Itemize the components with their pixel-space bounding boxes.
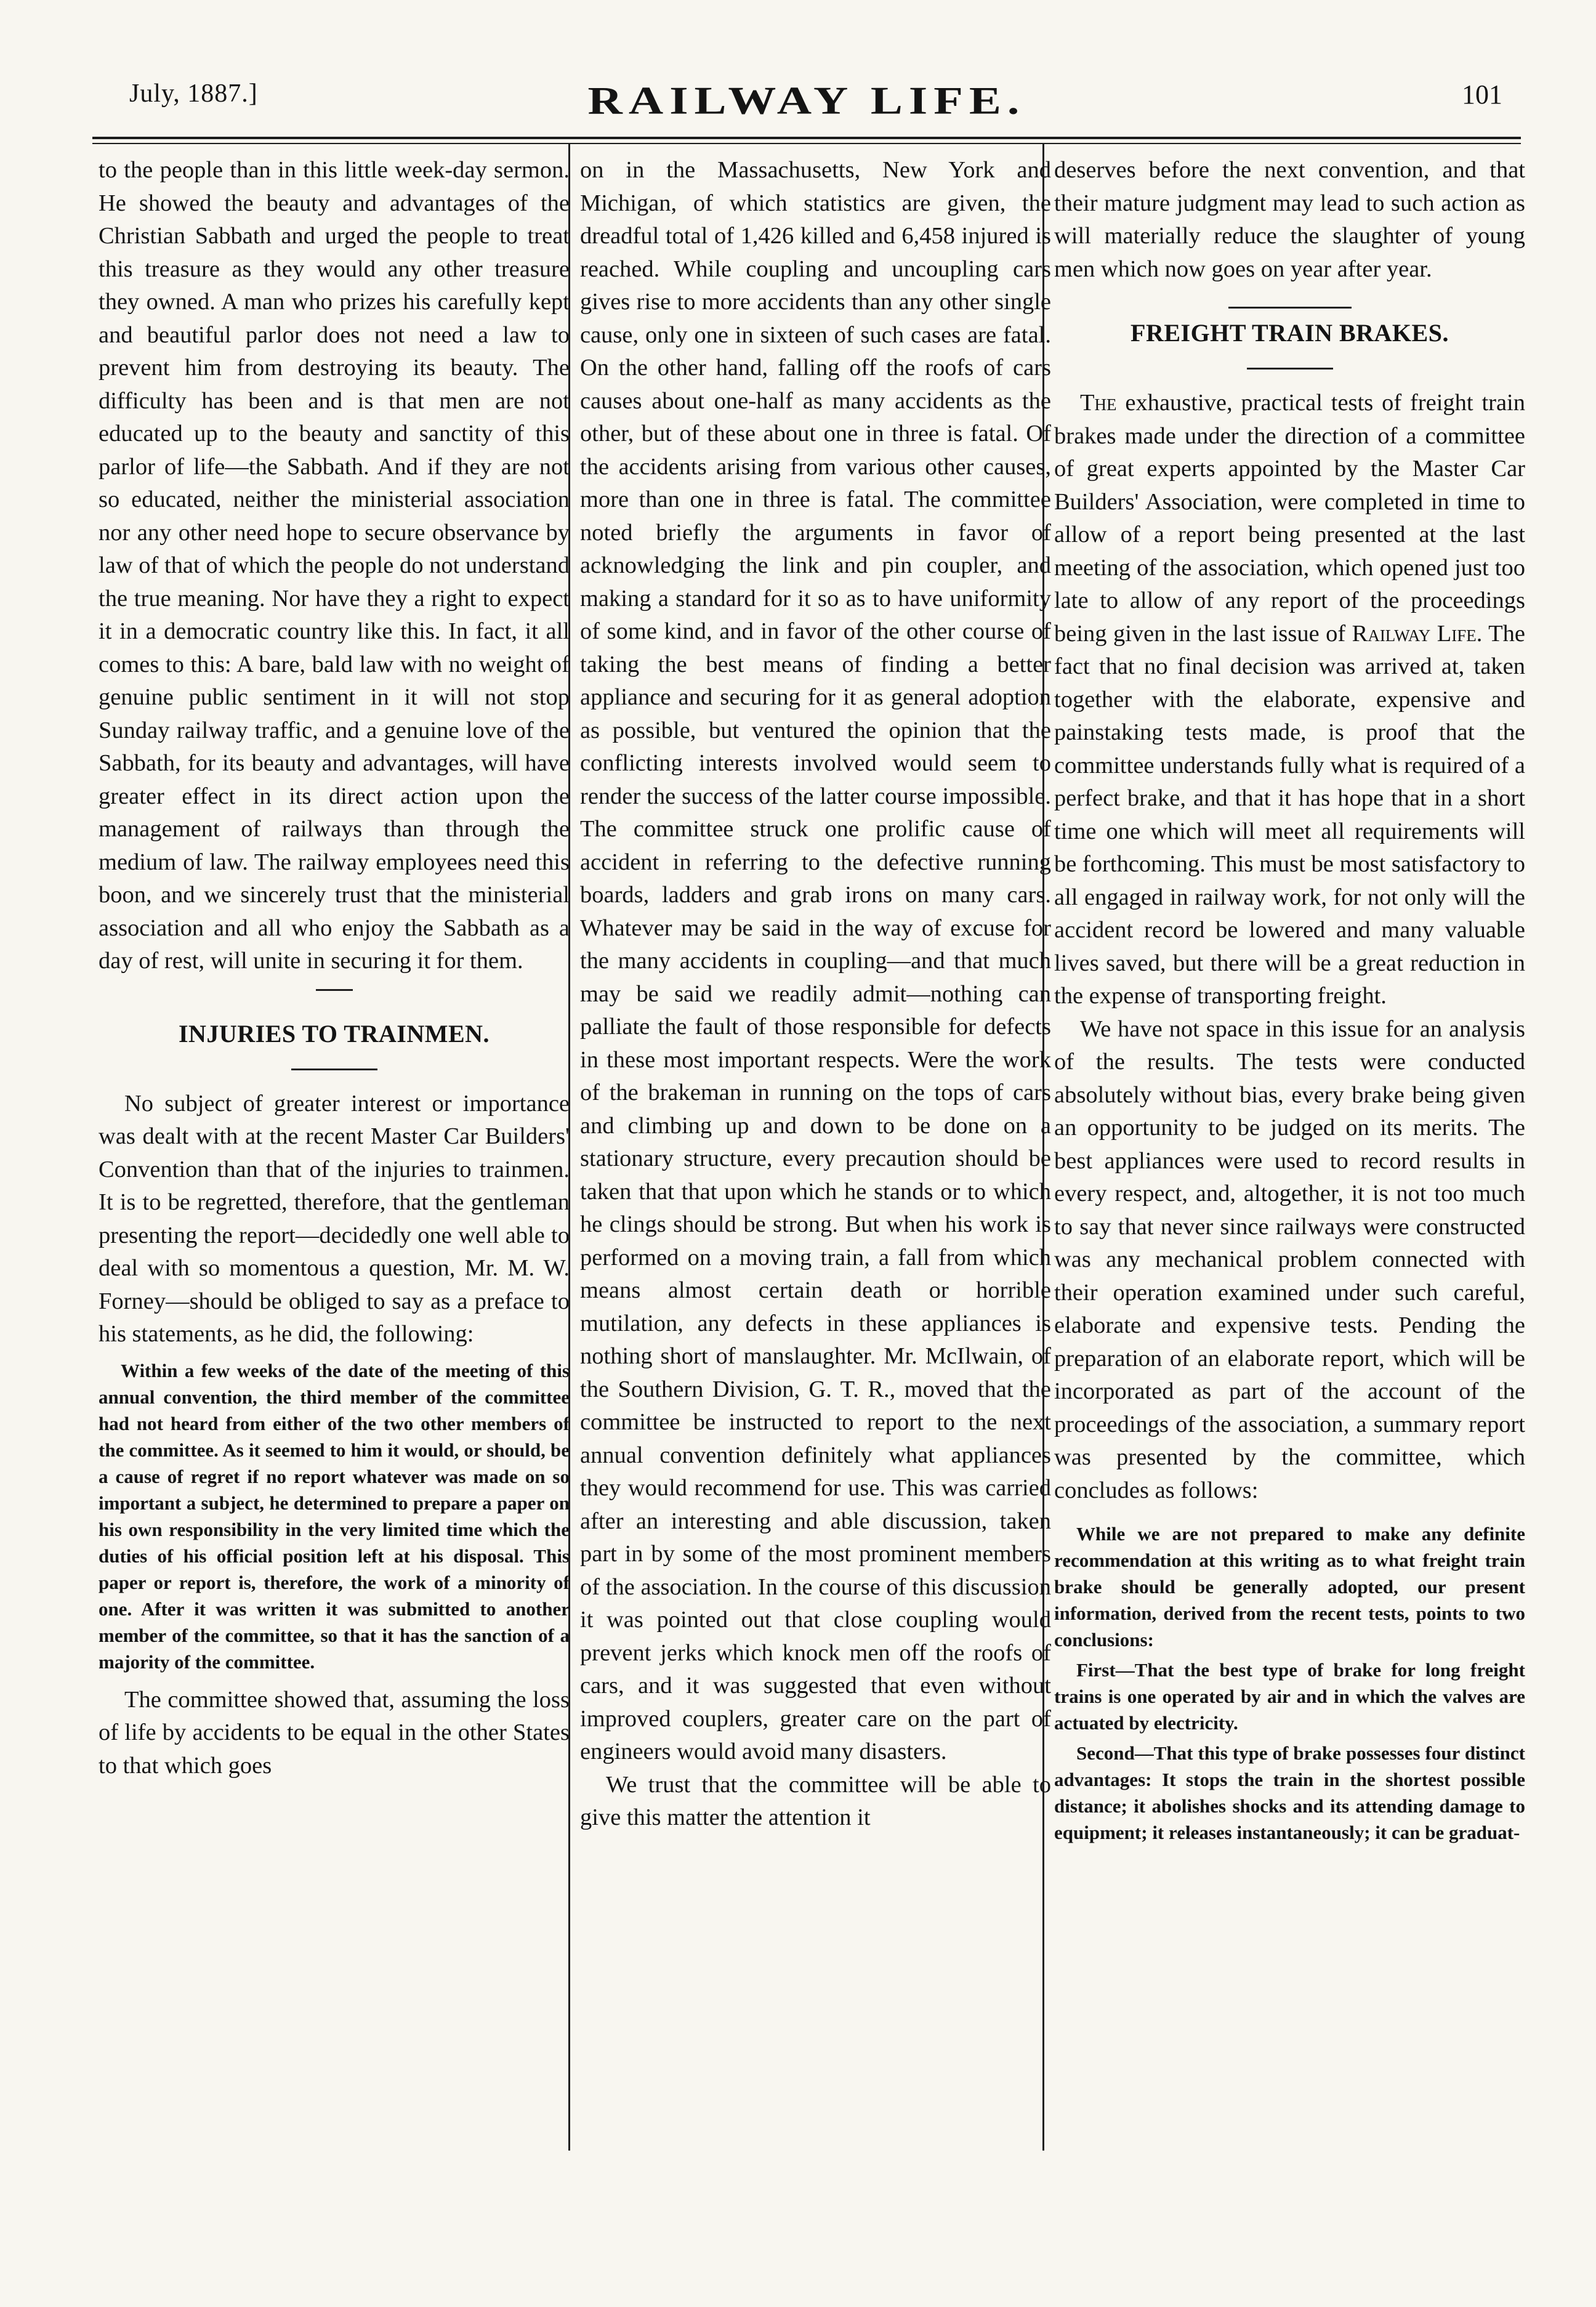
page-number: 101 [1462,79,1502,110]
paragraph-injuries-intro: No subject of greater interest or importance was dealt with at the recent Master Car Builders' Convention than that of the injuries to trainmen. It is to be regretted, therefore, that the gentleman presenting the report—decidedly one well able to deal with so momentous a question, Mr. M. W. Forney—should be obliged to say as a preface to his statements, as he did, the following: [99,1090,570,1347]
paragraph-accident-statistics: on in the Massachusetts, New York and Michigan, of which statistics are given, the dreadful total of 1,426 killed and 6,458 injured is reached. While coupling and uncoupling cars gives rise to more accidents than any other single cause, only one in sixteen of such cases are fatal. On the other hand, falling off the roofs of cars causes about one-half as many accidents as the other, but of these about one in three is fatal. Of the accidents arising from various other causes, more than one in three is fatal. The committee noted briefly the arguments in favor of acknowledging the link and pin coupler, and making a standard for it so as to have uniformity of some kind, and in favor of the other course of taking the best means of finding a better appliance and securing for it as general adoption as possible, but ventured the opinion that the conflicting interests involved would seem to render the success of the latter course impossible. The committee struck one prolific cause of accident in referring to the defective running boards, ladders and grab irons on many cars. Whatever may be said in the way of excuse for the many accidents in coupling—and that much may be said we readily admit—nothing can palliate the fault of those responsible for defects in these most important respects. Were the work of the brakeman in running on the tops of cars and climbing up and down to be done on a stationary structure, every precaution should be taken that that upon which he stands or to which he clings should be strong. But when his work is performed on a moving train, a fall from which means almost certain death or horrible mutilation, any defects in these appliances is nothing short of manslaughter. Mr. McIlwain, of the Southern Division, G. T. R., moved that the committee be instructed to report to the next annual convention definitely what appliances they would recommend for use. This was carried after an interesting and able discussion, taken part in by some of the most prominent members of the association. In the course of this discussion it was pointed out that close coupling would prevent jerks which knock men off the roofs of cars, and it was suggested that even without improved couplers, greater care on the part of engineers would avoid many disasters. [580,157,1051,1764]
paragraph-brake-tests [1054,387,1525,1013]
column-1 [99,154,570,2155]
page-header [92,73,1521,140]
drop-word: The [1080,390,1117,416]
article-sabbath-continuation: to the people than in this little week-day sermon. He showed the beauty and advantages of the Christian Sabbath and urged the people to treat this treasure as they would any other treasure they owned. A man who prizes his carefully kept and beautiful parlor does not need a law to prevent him from destroying its beauty. The difficulty has been and is that men are not educated up to the beauty and sanctity of this parlor of life—the Sabbath. And if they are not so educated, neither the ministerial association nor any other need hope to secure observance by law of that of which the people do not understand the true meaning. Nor have they a right to expect it in a democratic country like this. In fact, it all comes to this: A bare, bald law with no weight of genuine public sentiment in it will not stop Sunday railway traffic, and a genuine love of the Sabbath, for its beauty and advantages, will have greater effect in its direct action upon the management of railways than through the medium of law. The railway employees need this boon, and we sincerely trust that the ministerial association and all who enjoy the Sabbath as a day of rest, will unite in securing it for them. [99,157,570,974]
heading-underline [291,1069,377,1070]
header-rule-bottom [92,143,1521,144]
paragraph-committee-showed: The committee showed that, assuming the loss of life by accidents to be equal in the other States to that which goes [99,1686,570,1779]
paragraph-no-space: We have not space in this issue for an analysis of the results. The tests were conducted absolutely without bias, every brake being given an opportunity to be judged on its merits. The best appliances were used to record results in every respect, and, altogether, it is not too much to say that never since railways were constructed was any mechanical problem connected with their operation examined under such careful, elaborate and expensive tests. Pending the preparation of an elaborate report, which will be incorporated as part of the account of the proceedings of the association, a summary report was presented by the committee, which concludes as follows: [1054,1016,1525,1503]
brake-tests-text-a: exhaustive, practical tests of freight train brakes made under the direction of a committee of great experts appointed by the Master Car Builders' Association, were completed in time to allow of a report being presented at the last meeting of the association, which opened just too late to allow of any report of the proceedings being given in the last issue of [1054,390,1525,647]
block-quote-summary: While we are not prepared to make any definite recommendation at this writing as to what freight train brake should be generally adopted, our present information, derived from the recent tests, points to two conclusions: [1054,1523,1525,1650]
article-separator [1228,307,1352,309]
block-quote-report-preface: Within a few weeks of the date of the meeting of this annual convention, the third member of the committee had not heard from either of the two other members of the committee. As it seemed to him it would, or should, be a cause of regret if no report whatever was made on so important a subject, he determined to prepare a paper on his own responsibility in the very limited time which the duties of his official position left at his disposal. This paper or report is, therefore, the work of a minority of one. After it was written it was submitted to another member of the committee, so that it has the sanction of a majority of the committee. [99,1359,570,1673]
paragraph-we-trust: We trust that the committee will be able to give this matter the attention it [580,1771,1051,1830]
block-quote-second: Second—That this type of brake possesses four distinct advantages: It stops the train in the shortest possible distance; it abolishes shocks and its attending damage to equipment; it releases instantaneously; it can be graduat- [1054,1742,1525,1843]
heading-freight-train-brakes: FREIGHT TRAIN BRAKES. [1130,319,1449,347]
heading-injuries-to-trainmen: INJURIES TO TRAINMEN. [178,1019,490,1048]
column-2 [580,154,1051,2155]
column-3 [1054,154,1525,2155]
issue-date: July, 1887.] [129,79,258,108]
heading-underline [1247,368,1333,370]
journal-name: Railway Life. [1352,620,1483,647]
masthead-title: RAILWAY LIFE. [587,78,1026,123]
header-rule-top [92,137,1521,139]
brake-tests-text-b: The fact that no final decision was arrived at, taken together with the elaborate, expensive and painstaking tests made, is proof that the committee understands fully what is required of a perfect brake, and that it has hope that in a short time one which will meet all requirements will be forthcoming. This must be most satisfactory to all engaged in railway work, for not only will the accident record be lowered and many valuable lives saved, but there will be a great reduction in the expense of transporting freight. [1054,620,1525,1009]
article-separator [316,989,353,991]
paragraph-injuries-conclusion: deserves before the next convention, and that their mature judgment may lead to such action as will materially reduce the slaughter of young men which now goes on year after year. [1054,157,1525,282]
block-quote-first: First—That the best type of brake for long freight trains is one operated by air and in which the valves are actuated by electricity. [1054,1659,1525,1734]
